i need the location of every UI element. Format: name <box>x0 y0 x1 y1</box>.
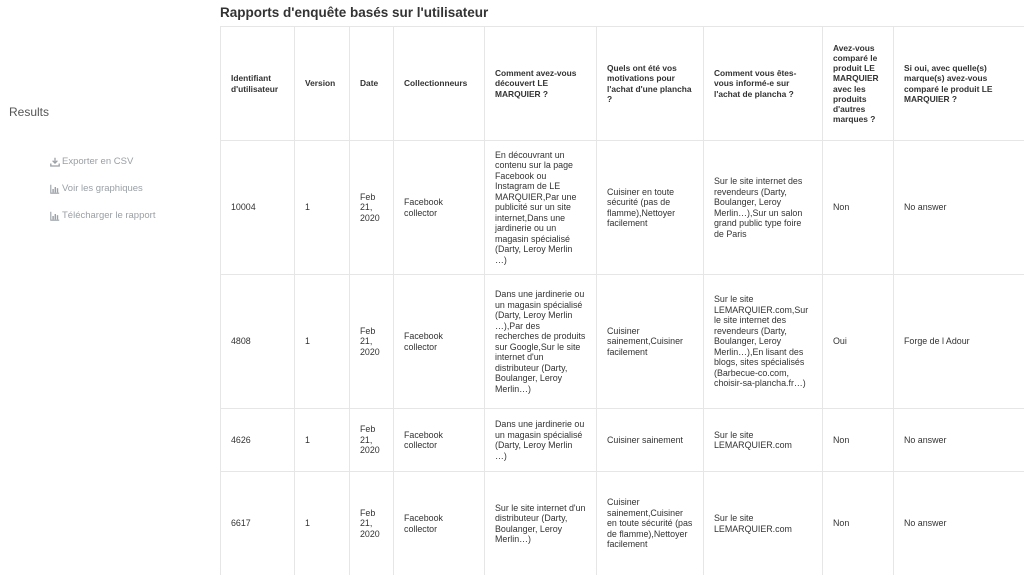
cell-compared: Non <box>823 141 894 275</box>
export-csv-label: Exporter en CSV <box>62 156 134 167</box>
cell-brands: No answer <box>894 472 1024 575</box>
table-row <box>221 472 1024 575</box>
cell-discovered: Dans une jardinerie ou un magasin spécialisé (Darty, Leroy Merlin …),Par des recherches de produits sur Google,Sur le site internet d'un distributeur (Darty, Boulanger, Leroy Merlin…) <box>485 275 597 409</box>
cell-date: Feb 21, 2020 <box>350 472 394 575</box>
cell-compared: Non <box>823 472 894 575</box>
column-header[interactable]: Si oui, avec quelle(s) marque(s) avez-vous comparé le produit LE MARQUIER ? <box>894 27 1024 141</box>
cell-version: 1 <box>295 275 350 409</box>
cell-motivations: Cuisiner en toute sécurité (pas de flamme),Nettoyer facilement <box>597 141 704 275</box>
cell-informed: Sur le site LEMARQUIER.com <box>704 472 823 575</box>
cell-compared: Non <box>823 409 894 472</box>
main-content <box>220 0 1024 575</box>
table-header-row <box>221 27 1024 141</box>
download-report-link[interactable] <box>49 202 155 229</box>
column-header[interactable]: Comment vous êtes-vous informé-e sur l'achat de plancha ? <box>704 27 823 141</box>
column-header[interactable]: Collectionneurs <box>394 27 485 141</box>
table-row <box>221 409 1024 472</box>
cell-motivations: Cuisiner sainement,Cuisiner facilement <box>597 275 704 409</box>
cell-brands: No answer <box>894 141 1024 275</box>
cell-brands: No answer <box>894 409 1024 472</box>
cell-version: 1 <box>295 141 350 275</box>
cell-discovered: Sur le site internet d'un distributeur (Darty, Boulanger, Leroy Merlin…) <box>485 472 597 575</box>
cell-user-id: 4626 <box>221 409 295 472</box>
cell-discovered: En découvrant un contenu sur la page Facebook ou Instagram de LE MARQUIER,Par une publicité sur un site internet,Dans une jardinerie ou un magasin spécialisé (Darty, Leroy Merlin …) <box>485 141 597 275</box>
cell-informed: Sur le site internet des revendeurs (Darty, Boulanger, Leroy Merlin…),Sur un salon grand public type foire de Paris <box>704 141 823 275</box>
sidebar-title: Results <box>9 105 50 119</box>
survey-table <box>220 26 1024 575</box>
page-title: Rapports d'enquête basés sur l'utilisateur <box>220 5 489 20</box>
cell-user-id: 4808 <box>221 275 295 409</box>
cell-collector: Facebook collector <box>394 141 485 275</box>
column-header[interactable]: Avez-vous comparé le produit LE MARQUIER avec les produits d'autres marques ? <box>823 27 894 141</box>
download-icon <box>49 156 61 168</box>
column-header[interactable]: Version <box>295 27 350 141</box>
cell-date: Feb 21, 2020 <box>350 275 394 409</box>
sidebar-actions <box>49 148 155 229</box>
view-charts-link[interactable] <box>49 175 155 202</box>
sidebar <box>0 0 210 575</box>
cell-informed: Sur le site LEMARQUIER.com,Sur le site internet des revendeurs (Darty, Boulanger, Leroy Merlin…),En lisant des blogs, sites spécialisés (Barbecue-co.com, choisir-sa-plancha.fr…) <box>704 275 823 409</box>
table-row <box>221 141 1024 275</box>
chart-icon <box>49 210 61 222</box>
cell-date: Feb 21, 2020 <box>350 141 394 275</box>
column-header[interactable]: Identifiant d'utilisateur <box>221 27 295 141</box>
column-header[interactable]: Date <box>350 27 394 141</box>
cell-user-id: 6617 <box>221 472 295 575</box>
cell-collector: Facebook collector <box>394 275 485 409</box>
survey-table-container <box>220 26 1024 575</box>
column-header[interactable]: Quels ont été vos motivations pour l'achat d'une plancha ? <box>597 27 704 141</box>
cell-collector: Facebook collector <box>394 472 485 575</box>
cell-version: 1 <box>295 409 350 472</box>
column-header[interactable]: Comment avez-vous découvert LE MARQUIER ? <box>485 27 597 141</box>
cell-motivations: Cuisiner sainement <box>597 409 704 472</box>
view-charts-label: Voir les graphiques <box>62 183 143 194</box>
download-report-label: Télécharger le rapport <box>62 210 156 221</box>
cell-date: Feb 21, 2020 <box>350 409 394 472</box>
cell-version: 1 <box>295 472 350 575</box>
cell-brands: Forge de l Adour <box>894 275 1024 409</box>
table-row <box>221 275 1024 409</box>
chart-icon <box>49 183 61 195</box>
cell-compared: Oui <box>823 275 894 409</box>
cell-informed: Sur le site LEMARQUIER.com <box>704 409 823 472</box>
cell-discovered: Dans une jardinerie ou un magasin spécialisé (Darty, Leroy Merlin …) <box>485 409 597 472</box>
cell-motivations: Cuisiner sainement,Cuisiner en toute sécurité (pas de flamme),Nettoyer facilement <box>597 472 704 575</box>
cell-collector: Facebook collector <box>394 409 485 472</box>
export-csv-link[interactable] <box>49 148 155 175</box>
cell-user-id: 10004 <box>221 141 295 275</box>
